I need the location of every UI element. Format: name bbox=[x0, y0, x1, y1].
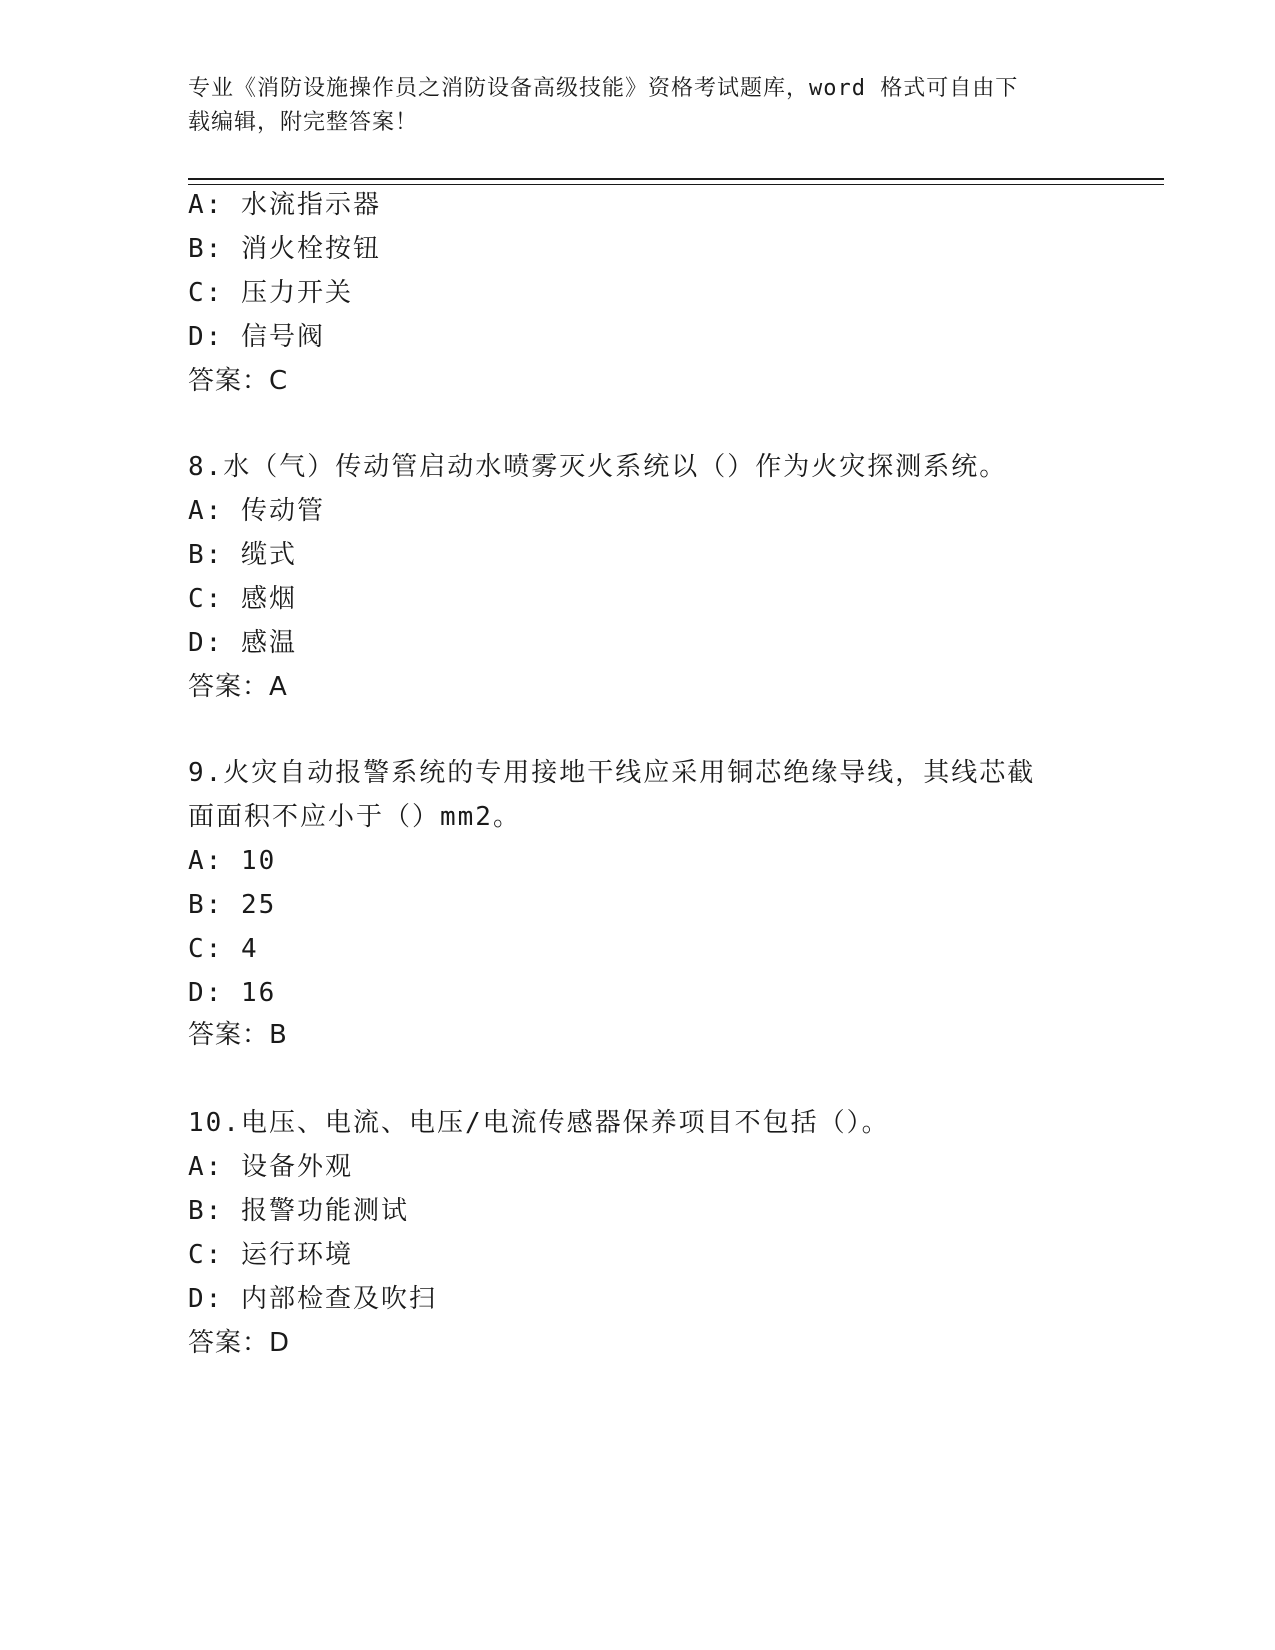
q8-option-b: B: 缆式 bbox=[188, 540, 297, 570]
q7-option-c: C: 压力开关 bbox=[188, 278, 353, 308]
header-line-2: 载编辑，附完整答案！ bbox=[188, 110, 419, 135]
q8-option-d: D: 感温 bbox=[188, 628, 297, 658]
q9-question-line-1: 9.火灾自动报警系统的专用接地干线应采用铜芯绝缘导线，其线芯截 bbox=[188, 758, 1036, 788]
q9-option-c: C: 4 bbox=[188, 934, 259, 964]
q7-answer: 答案：C bbox=[188, 366, 289, 396]
q7-option-b: B: 消火栓按钮 bbox=[188, 234, 381, 264]
q8-answer: 答案：A bbox=[188, 672, 288, 702]
q9-option-b: B: 25 bbox=[188, 890, 277, 920]
q8-option-c: C: 感烟 bbox=[188, 584, 297, 614]
q9-question-line-2: 面面积不应小于（）mm2。 bbox=[188, 802, 521, 832]
q7-option-a: A: 水流指示器 bbox=[188, 190, 381, 220]
q10-option-c: C: 运行环境 bbox=[188, 1240, 353, 1270]
header-divider bbox=[188, 178, 1164, 185]
header-line-1: 专业《消防设施操作员之消防设备高级技能》资格考试题库，word 格式可自由下 bbox=[188, 76, 1019, 101]
q10-option-a: A: 设备外观 bbox=[188, 1152, 353, 1182]
q9-option-d: D: 16 bbox=[188, 978, 277, 1008]
q10-option-d: D: 内部检查及吹扫 bbox=[188, 1284, 437, 1314]
q9-option-a: A: 10 bbox=[188, 846, 277, 876]
q9-answer: 答案：B bbox=[188, 1020, 288, 1050]
q10-question: 10.电压、电流、电压/电流传感器保养项目不包括（）。 bbox=[188, 1108, 890, 1138]
q7-option-d: D: 信号阀 bbox=[188, 322, 325, 352]
q8-option-a: A: 传动管 bbox=[188, 496, 325, 526]
q8-question: 8.水（气）传动管启动水喷雾灭火系统以（）作为火灾探测系统。 bbox=[188, 452, 1008, 482]
q10-answer: 答案：D bbox=[188, 1328, 291, 1358]
document-header bbox=[188, 72, 1078, 140]
q10-option-b: B: 报警功能测试 bbox=[188, 1196, 409, 1226]
